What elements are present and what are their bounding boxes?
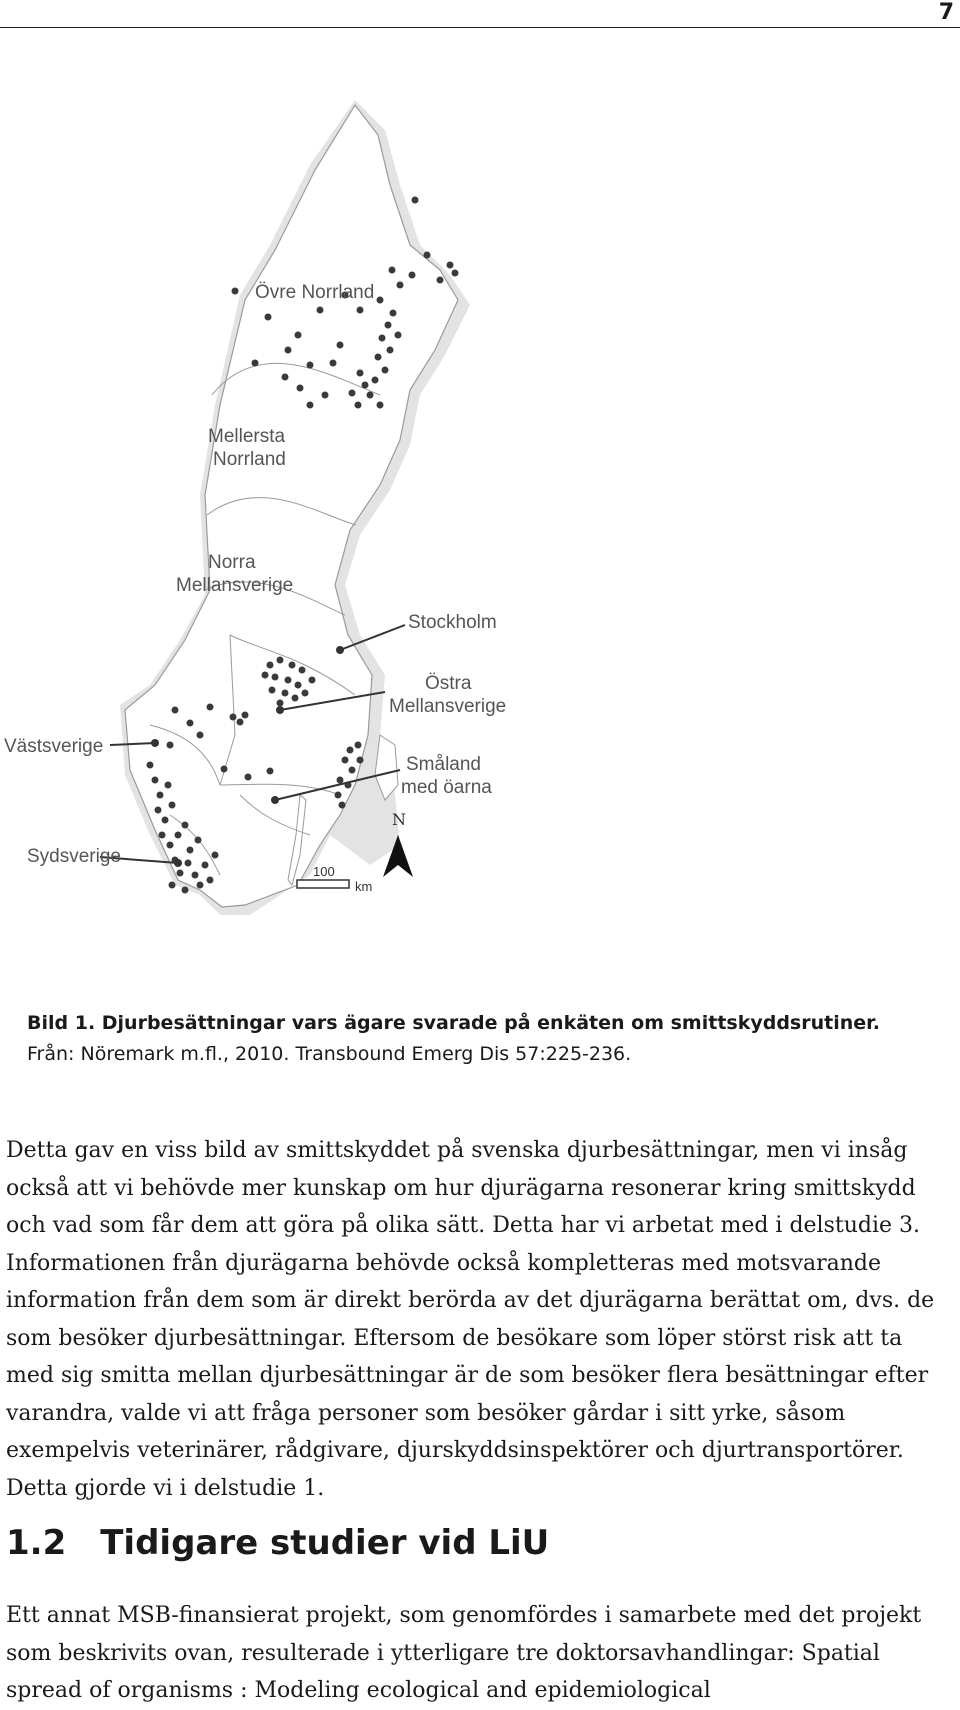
north-label: N [392, 810, 406, 829]
figure-caption [27, 1008, 907, 1070]
section-number: 1.2 [6, 1523, 67, 1563]
header-rule [0, 27, 960, 28]
section-heading [6, 1523, 549, 1563]
label-vastsverige: Västsverige [4, 736, 104, 757]
scale-value: 100 [313, 864, 335, 879]
label-sydsverige: Sydsverige [27, 846, 121, 867]
paragraph-2: Ett annat MSB-finansierat projekt, som genomfördes i samarbete med det projekt som beskrivits ovan, resulterade i ytterligare tre doktorsavhandlingar: Spatial spread of organisms : Modeling ecological and epidemiological [6, 1603, 922, 1703]
label-norra-mellansverige-1: Norra [208, 552, 256, 573]
label-norra-mellansverige-2: Mellansverige [176, 575, 294, 596]
page-number: 7 [938, 0, 954, 25]
scale-bar [297, 880, 349, 888]
label-mellersta-norrland-1: Mellersta [208, 426, 286, 447]
scale-unit: km [355, 879, 373, 894]
label-smaland-1: Småland [406, 754, 481, 775]
label-smaland-2: med öarna [401, 777, 492, 798]
caption-bold: Bild 1. Djurbesättningar vars ägare svarade på enkäten om smittskyddsrutiner. [27, 1012, 881, 1034]
label-ostra-mellansverige-2: Mellansverige [389, 696, 507, 717]
caption-source: Från: Nöremark m.fl., 2010. Transbound Emerg Dis 57:225-236. [27, 1043, 632, 1065]
sweden-farm-map [0, 95, 600, 985]
label-ostra-mellansverige-1: Östra [425, 673, 472, 694]
label-ovre-norrland: Övre Norrland [255, 282, 375, 303]
label-stockholm: Stockholm [408, 612, 497, 633]
paragraph-1: Detta gav en viss bild av smittskyddet på svenska djurbesättningar, men vi insåg också att vi behövde mer kunskap om hur djurägarna resonerar kring smittskydd och vad som får dem att göra på olika sätt. Detta har vi arbetat med i delstudie 3. Informationen från djurägarna behövde också kompletteras med motsvarande information från dem som är direkt berörda av det djurägarna berättat om, dvs. de som besöker djurbesättningar. Eftersom de besökare som löper störst risk att ta med sig smitta mellan djurbesättningar är de som besöker flera besättningar efter varandra, valde vi att fråga personer som besöker gårdar i sitt yrke, såsom exempelvis veterinärer, rådgivare, djurskyddsinspektörer och djurtransportörer. Detta gjorde vi i delstudie 1. [6, 1138, 935, 1501]
section-title: Tidigare studier vid LiU [100, 1523, 550, 1563]
label-mellersta-norrland-2: Norrland [213, 449, 286, 470]
